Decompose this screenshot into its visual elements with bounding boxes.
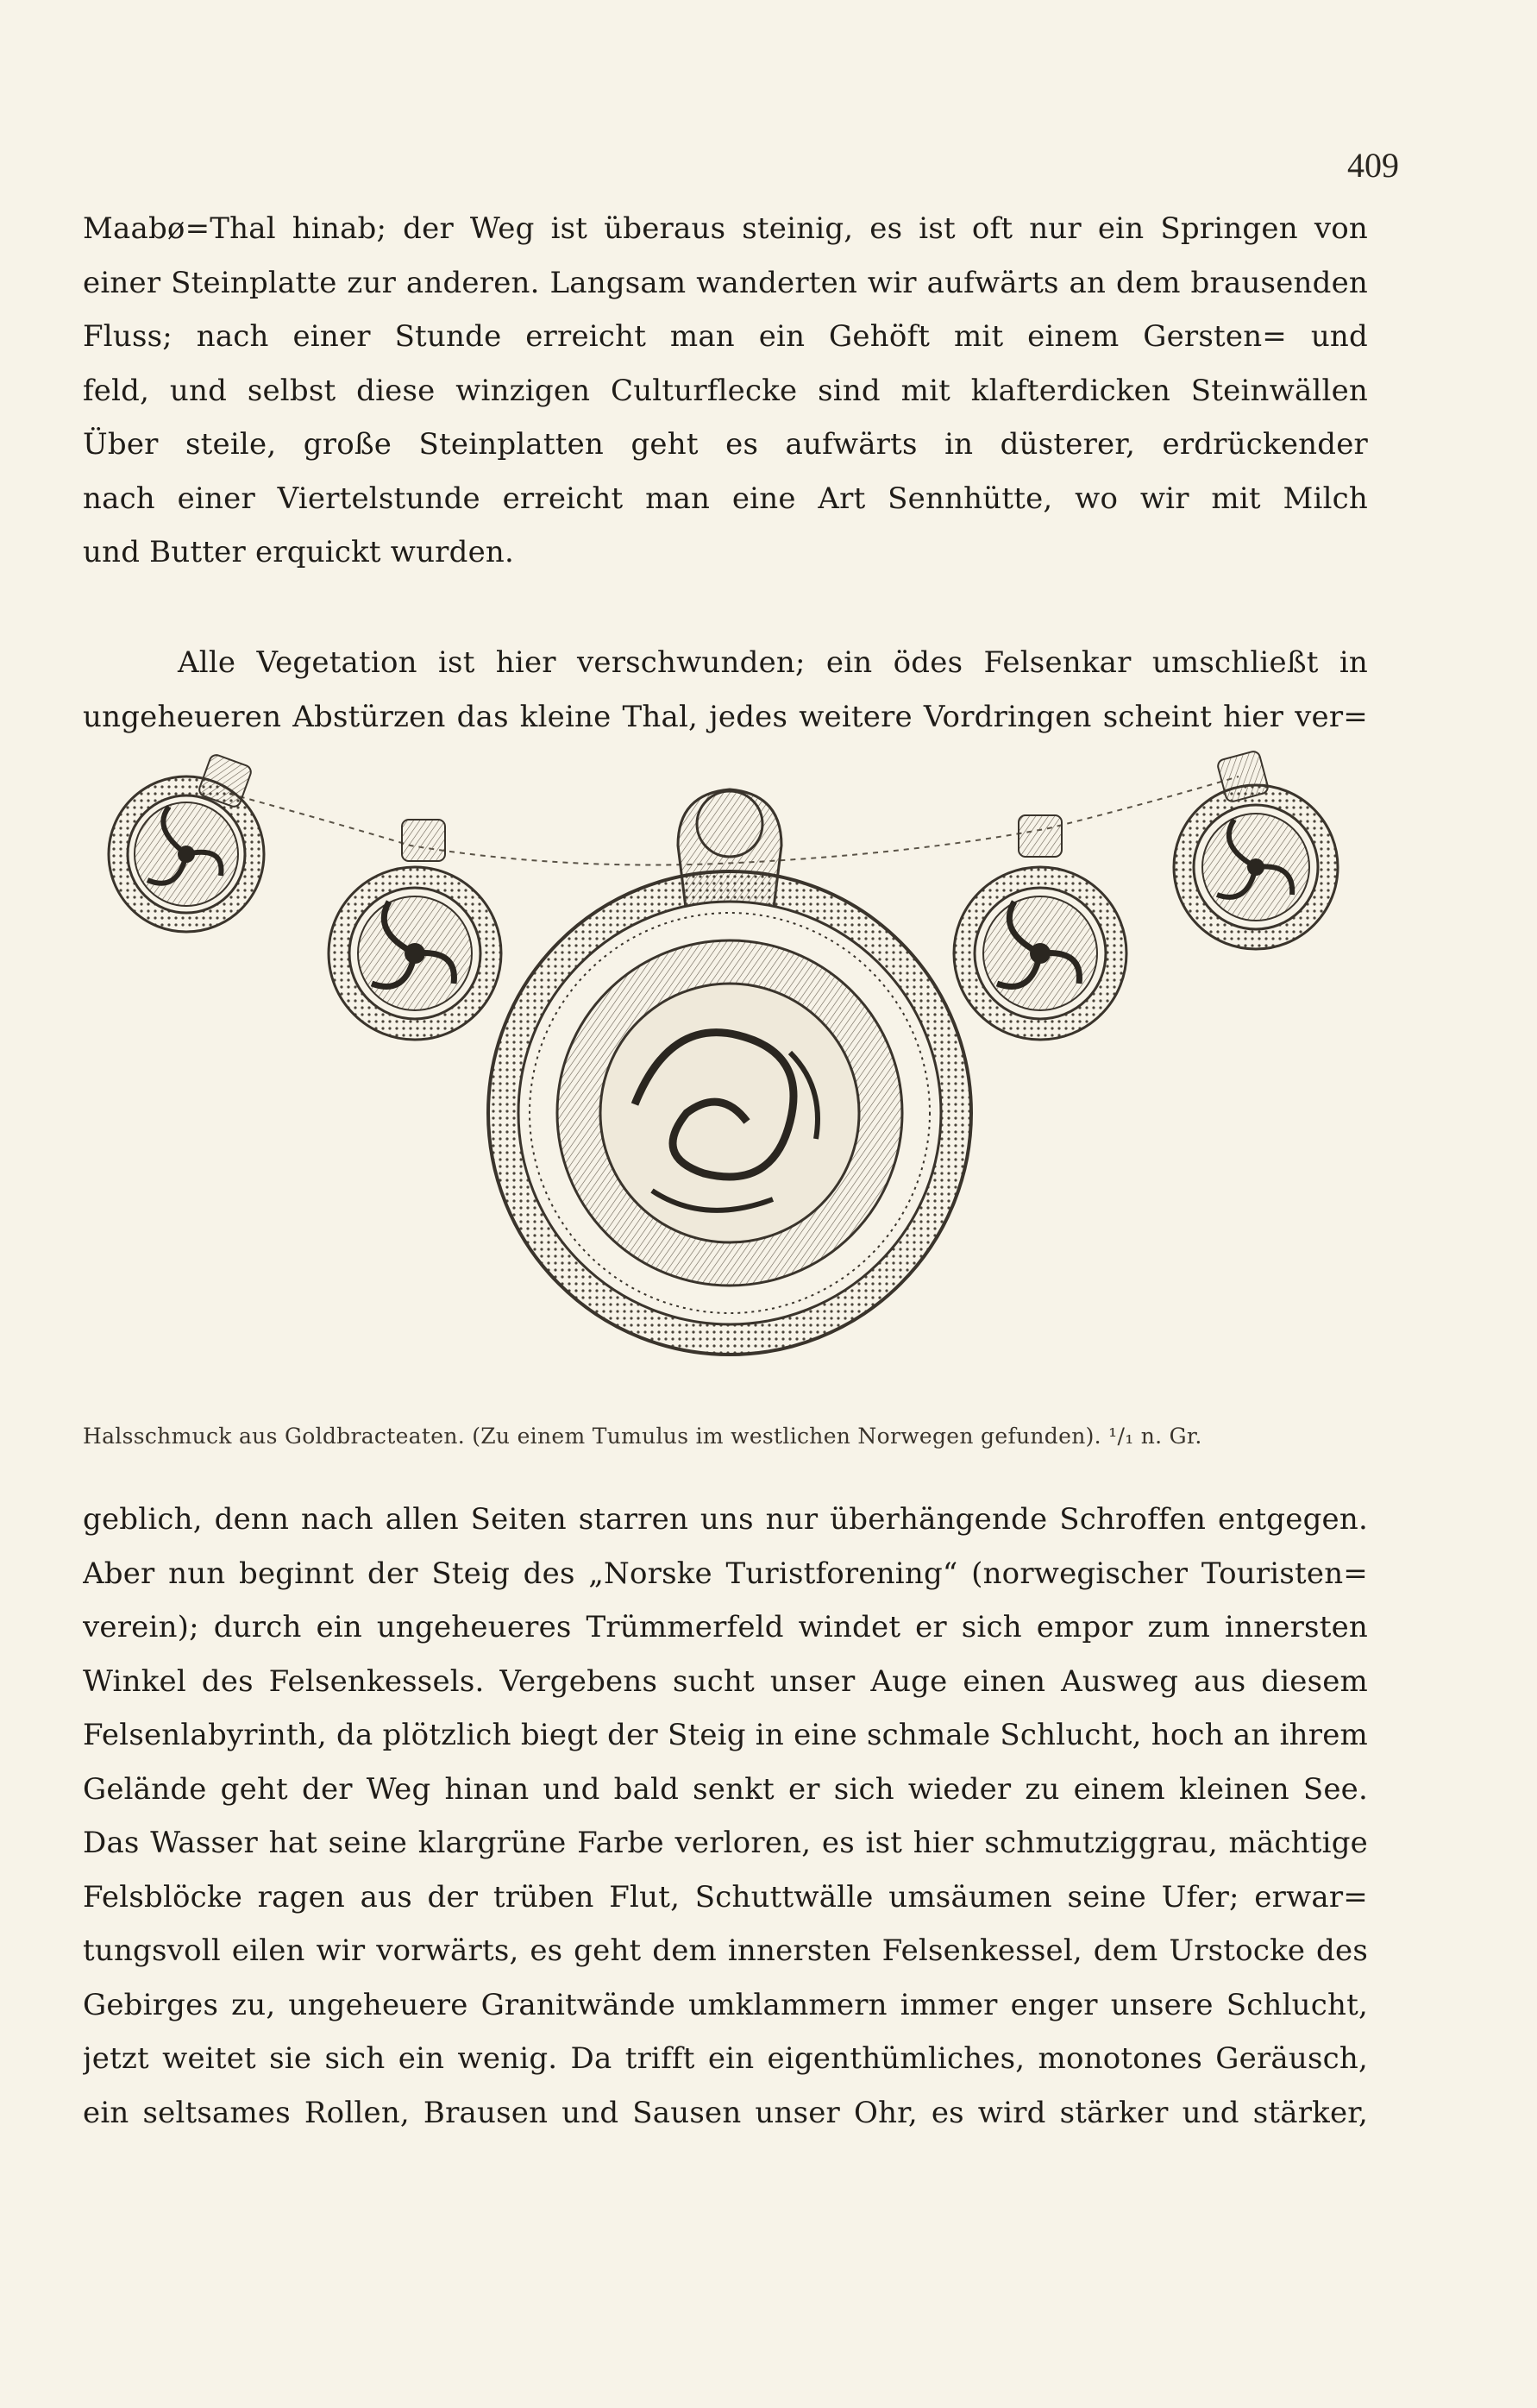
text-line: geblich, denn nach allen Seiten starren uns nur überhängende Schroffen entgegen. [83, 1502, 1368, 1537]
bracteate-necklace-illustration [83, 742, 1377, 1415]
text-line: Gebirges zu, ungeheuere Granitwände umklammern immer enger unsere Schlucht, [83, 1987, 1368, 2022]
text-line: Maabø=Thal hinab; der Weg ist überaus steinig, es ist oft nur ein Springen von [83, 211, 1368, 246]
necklace-engraving [83, 742, 1377, 1415]
page-number: 409 [1347, 146, 1399, 185]
paragraph-1 [83, 202, 1368, 580]
text-line: tungsvoll eilen wir vorwärts, es geht dem innersten Felsenkessel, dem Urstocke des [83, 1933, 1368, 1968]
text-line: Über steile, große Steinplatten geht es aufwärts in düsterer, erdrückender [83, 427, 1368, 462]
bracteate-large-center [488, 789, 971, 1355]
text-line: Alle Vegetation ist hier verschwunden; ein ödes Felsenkar umschließt in [178, 645, 1368, 680]
text-line: Felsenlabyrinth, da plötzlich biegt der Steig in eine schmale Schlucht, hoch an ihrem [83, 1718, 1368, 1752]
text-line: einer Steinplatte zur anderen. Langsam wanderten wir aufwärts an dem brausenden [83, 265, 1368, 300]
bracteate-small-right [1174, 750, 1338, 949]
figure-caption: Halsschmuck aus Goldbracteaten. (Zu einem Tumulus im westlichen Norwegen gefunden). ¹/₁ n. Gr. [83, 1424, 1202, 1449]
bracteate-small-right-center [954, 815, 1126, 1040]
text-line: Fluss; nach einer Stunde erreicht man ein Gehöft mit einem Gersten= und [83, 319, 1368, 354]
text-line: Gelände geht der Weg hinan und bald senkt er sich wieder zu einem kleinen See. [83, 1771, 1368, 1807]
text-line: nach einer Viertelstunde erreicht man eine Art Sennhütte, wo wir mit Milch [83, 481, 1368, 516]
bracteate-small-left-center [329, 820, 501, 1040]
text-line: verein); durch ein ungeheueres Trümmerfeld windet er sich empor zum innersten [83, 1610, 1368, 1644]
text-line: ungeheueren Abstürzen das kleine Thal, jedes weitere Vordringen scheint hier ver= [83, 699, 1368, 734]
paragraph-3 [83, 1493, 1368, 2140]
text-line: Aber nun beginnt der Steig des „Norske Turistforening“ (norwegischer Touristen= [83, 1556, 1368, 1591]
text-line: Das Wasser hat seine klargrüne Farbe verloren, es ist hier schmutziggrau, mächtige [83, 1826, 1368, 1860]
bracteate-small-left [109, 753, 264, 932]
text-line: ein seltsames Rollen, Brausen und Sausen unser Ohr, es wird stärker und stärker, [83, 2095, 1368, 2130]
text-line: und Butter erquickt wurden. [83, 535, 515, 569]
paragraph-2 [83, 636, 1368, 744]
text-line: jetzt weitet sie sich ein wenig. Da trifft ein eigenthümliches, monotones Geräusch, [83, 2041, 1368, 2076]
text-line: Felsblöcke ragen aus der trüben Flut, Schuttwälle umsäumen seine Ufer; erwar= [83, 1879, 1368, 1914]
text-line: Winkel des Felsenkessels. Vergebens sucht unser Auge einen Ausweg aus diesem [83, 1663, 1368, 1699]
text-line: feld, und selbst diese winzigen Culturflecke sind mit klafterdicken Steinwällen [83, 373, 1368, 408]
